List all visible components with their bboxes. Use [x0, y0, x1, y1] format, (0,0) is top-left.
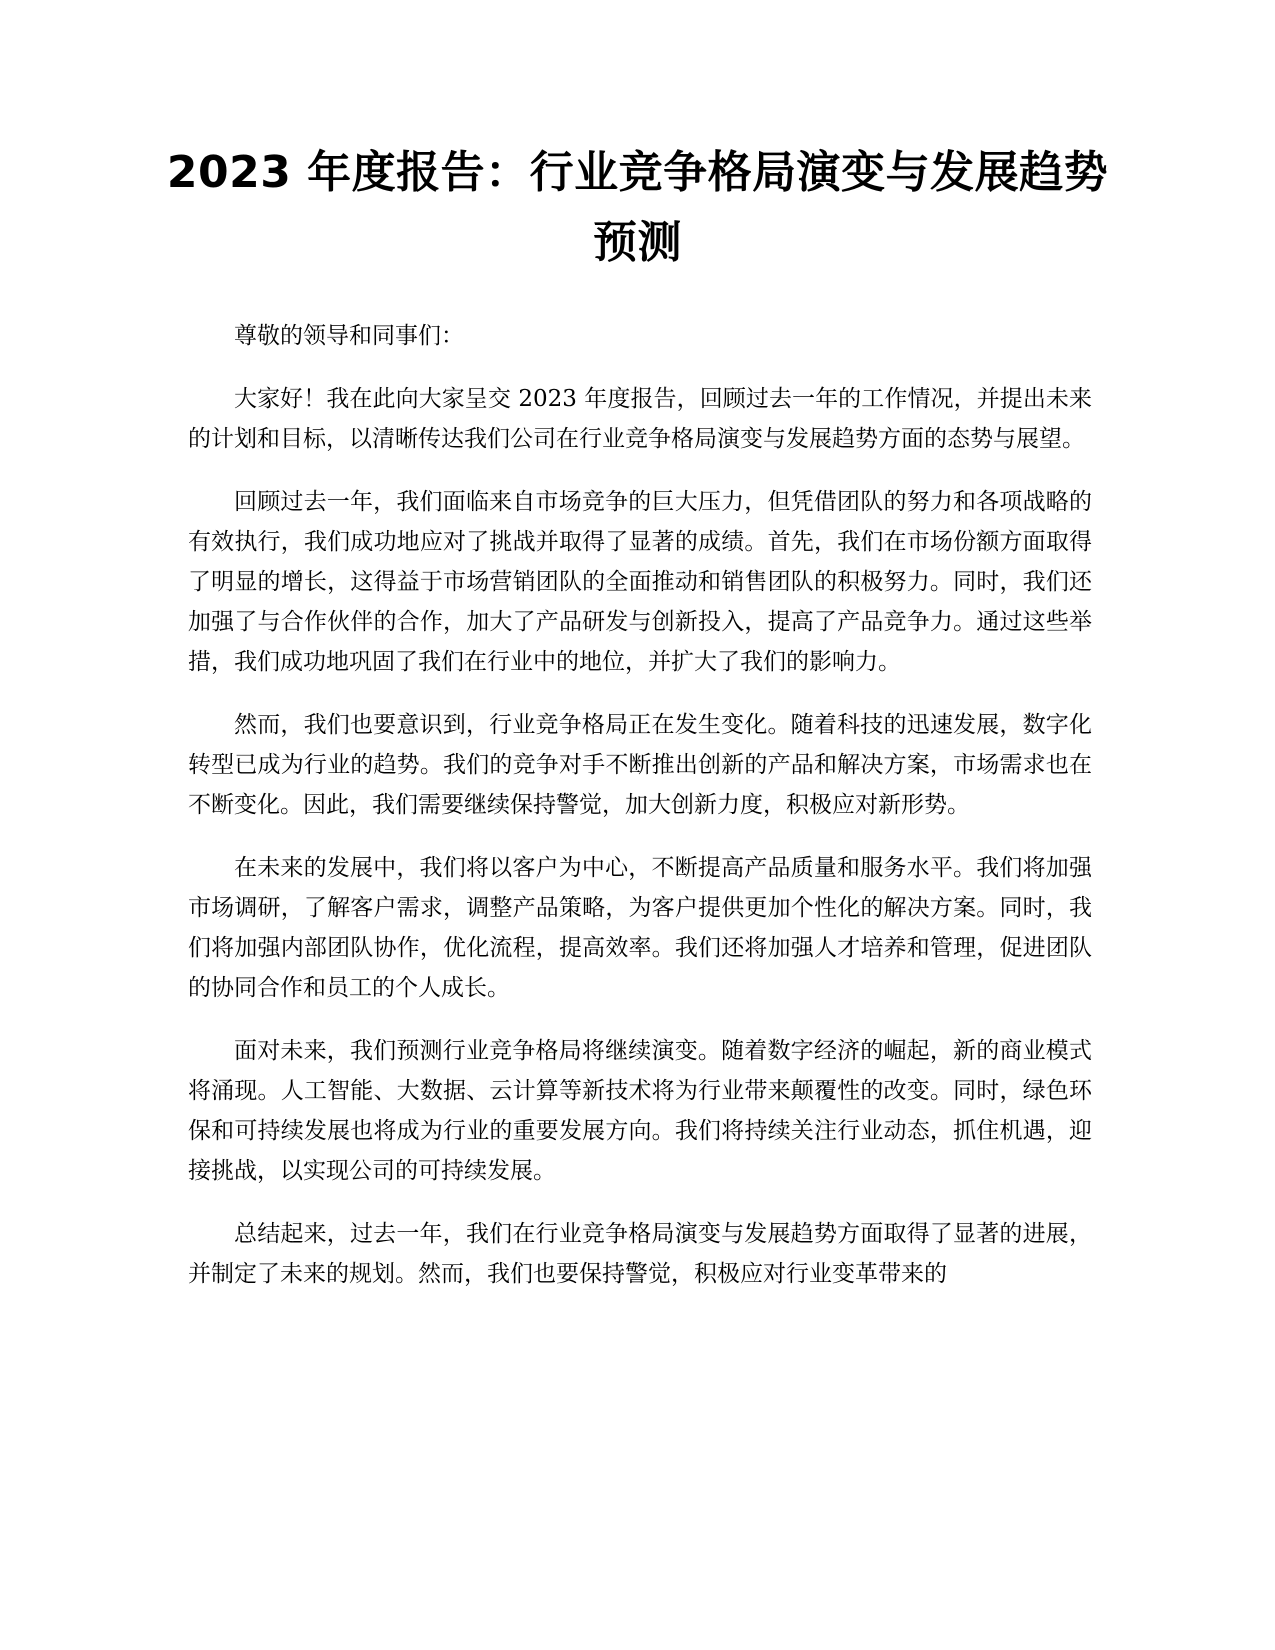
paragraph-summary: 总结起来，过去一年，我们在行业竞争格局演变与发展趋势方面取得了显著的进展，并制定了未来的规划。然而，我们也要保持警觉，积极应对行业变革带来的	[188, 1221, 1092, 1287]
document-body	[188, 316, 1092, 1317]
paragraph-challenges: 然而，我们也要意识到，行业竞争格局正在发生变化。随着科技的迅速发展，数字化转型已成为行业的趋势。我们的竞争对手不断推出创新的产品和解决方案，市场需求也在不断变化。因此，我们需要继续保持警觉，加大创新力度，积极应对新形势。	[188, 712, 1092, 818]
document-title: 2023 年度报告：行业竞争格局演变与发展趋势预测	[166, 147, 1109, 268]
paragraph-intro: 大家好！我在此向大家呈交 2023 年度报告，回顾过去一年的工作情况，并提出未来的计划和目标，以清晰传达我们公司在行业竞争格局演变与发展趋势方面的态势与展望。	[188, 386, 1092, 452]
paragraph-forecast: 面对未来，我们预测行业竞争格局将继续演变。随着数字经济的崛起，新的商业模式将涌现。人工智能、大数据、云计算等新技术将为行业带来颠覆性的改变。同时，绿色环保和可持续发展也将成为行业的重要发展方向。我们将持续关注行业动态，抓住机遇，迎接挑战，以实现公司的可持续发展。	[188, 1038, 1092, 1184]
paragraph-plans: 在未来的发展中，我们将以客户为中心，不断提高产品质量和服务水平。我们将加强市场调研，了解客户需求，调整产品策略，为客户提供更加个性化的解决方案。同时，我们将加强内部团队协作，优化流程，提高效率。我们还将加强人才培养和管理，促进团队的协同合作和员工的个人成长。	[188, 855, 1092, 1001]
paragraph-review: 回顾过去一年，我们面临来自市场竞争的巨大压力，但凭借团队的努力和各项战略的有效执行，我们成功地应对了挑战并取得了显著的成绩。首先，我们在市场份额方面取得了明显的增长，这得益于市场营销团队的全面推动和销售团队的积极努力。同时，我们还加强了与合作伙伴的合作，加大了产品研发与创新投入，提高了产品竞争力。通过这些举措，我们成功地巩固了我们在行业中的地位，并扩大了我们的影响力。	[188, 489, 1092, 675]
greeting: 尊敬的领导和同事们：	[234, 323, 464, 349]
